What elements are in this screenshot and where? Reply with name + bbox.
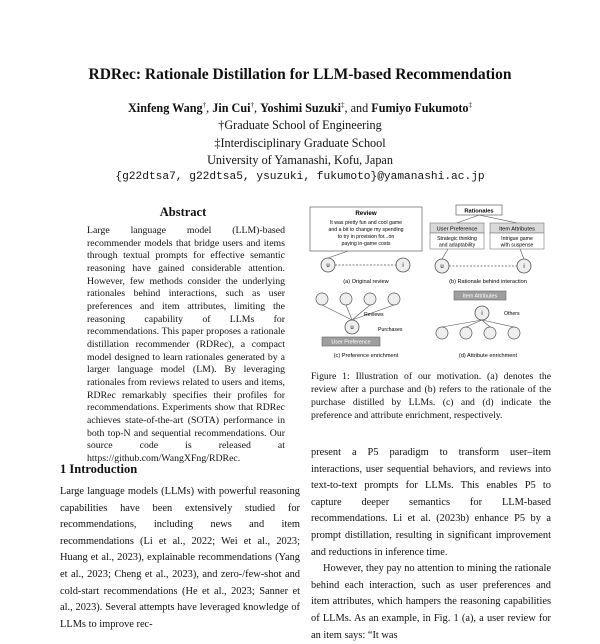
subcaption-b: (b) Rationale behind interaction — [449, 279, 527, 285]
user-node — [436, 327, 448, 339]
introduction-text: Large language models (LLMs) with powerful reasoning capabilities have been extensively studied for recommendations, including news and item recommendations (Li et al., 2022; Wei et al., 2023; Huang et al., 2023), explainable recommendations (Yang et al., 2023; Cheng et al., 2023), and zero-/few-shot and cold-start recommendations (He et al., 2023; Sanner et al., 2023). Several attempts have leveraged knowledge of LLMs to improve rec- — [60, 486, 300, 630]
item-node — [364, 293, 376, 305]
subcaption-a: (a) Original review — [343, 279, 389, 285]
subcaption-d: (d) Attribute enrichment — [458, 353, 518, 359]
review-line: paying in-game costs — [341, 241, 391, 247]
author-mark: † — [202, 101, 207, 109]
edge — [442, 320, 482, 327]
review-label: Review — [355, 210, 377, 217]
attribute-label: Item Attributes — [499, 226, 535, 233]
item-node-label: i — [523, 264, 525, 270]
attribute-line: with suspense — [500, 242, 534, 249]
purchases-word: Purchases — [378, 327, 403, 333]
item-attributes-label: Item Attributes — [462, 293, 498, 300]
user-node — [460, 327, 472, 339]
author-mark: ‡ — [468, 101, 472, 109]
item-node-label: i — [402, 263, 404, 269]
figure-1-caption: Figure 1: Illustration of our motivation. (a) denotes the review after a purchase and (b) refers to the rationale of the purchase distilled by LLMs. (c) and (d) indicate the preference and attribute enrichment, respectively. — [311, 371, 551, 421]
affiliation-3: University of Yamanashi, Kofu, Japan — [207, 152, 393, 167]
user-node-label: u — [350, 325, 354, 331]
preference-line: and adaptability — [438, 242, 476, 249]
author-mark: † — [250, 101, 254, 109]
paper-title: RDRec: Rationale Distillation for LLM-based Recommendation — [88, 66, 512, 83]
preference-line: Strategic thinking — [437, 236, 477, 242]
affiliation-1: †Graduate School of Engineering — [218, 118, 382, 133]
edge — [322, 305, 352, 320]
affiliation-2: ‡Interdisciplinary Graduate School — [214, 135, 386, 150]
user-node-label: u — [440, 264, 444, 270]
others-word: Others — [504, 311, 520, 317]
author-name: Jin Cui — [212, 101, 251, 116]
edge — [482, 320, 514, 327]
review-line: It was pretty fun and cool game — [329, 220, 403, 226]
rationale-edge — [457, 215, 479, 223]
preference-enrichment-graph — [316, 293, 403, 359]
author-block — [0, 97, 600, 187]
review-line: and a bit to change my spending — [328, 227, 404, 233]
reviews-word: Reviews — [364, 312, 384, 318]
review-line: to try in provision for...on — [337, 234, 395, 240]
user-node — [508, 327, 520, 339]
review-edge — [328, 251, 348, 258]
abstract-text: Large language model (LLM)-based recommender models that bridge users and items through textual prompts for effective semantic reasoning have gained considerable attention. However, few methods consider the underlying rationales behind interactions, such as user preferences and item attributes, limiting the reasoning capability of LLMs for recommendations. This paper proposes a rationale distillation recommender (RDRec), a compact model designed to learn rationales generated by a larger language model (LM). By leveraging rationales from reviews related to users and items, RDRec remarkably specifies their profiles for recommendations. Experiments show that RDRec achieves state-of-the-art (SOTA) performance in both top-N and sequential recommendations. Our source code is released at https://github.com/WangXFng/RDRec. — [87, 225, 285, 464]
item-node-label: i — [481, 311, 483, 317]
paragraph: present a P5 paradigm to transform user–item interactions, user sequential behaviors, and reviews into text-to-text prompts for LLMs. This enables P5 to capture deeper semantics for LLM-based recommendations. Li et al. (2023b) enhance P5 by a prompt distillation, resulting in significant improvement and reductions in inference time. — [311, 447, 551, 558]
author-name: Yoshimi Suzuki — [260, 101, 342, 116]
author-names: Xinfeng Wang†, Jin Cui†, Yoshimi Suzuki‡, and Fumiyo Fukumoto‡ — [128, 101, 472, 116]
abstract-heading: Abstract — [159, 205, 207, 219]
preference-edge — [442, 249, 448, 259]
right-column-text — [311, 445, 551, 644]
item-node — [388, 293, 400, 305]
figure-1-diagram — [308, 203, 552, 363]
rationale-label: Rationales — [464, 208, 494, 215]
item-node — [340, 293, 352, 305]
attribute-enrichment-graph — [436, 291, 520, 359]
author-mark: ‡ — [341, 101, 345, 109]
rationale-edge — [479, 215, 517, 223]
user-preference-label: User Preference — [331, 339, 371, 346]
author-and: and — [350, 101, 369, 116]
paragraph: However, they pay no attention to mining the rationale behind each interaction, such as user preferences and item attributes, which hampers the reasoning capabilities of LLMs. As an example, in Fig. 1 (a), a user review for an item says: “It was — [311, 563, 551, 641]
section-heading-introduction: 1 Introduction — [60, 462, 138, 476]
author-name: Fumiyo Fukumoto — [371, 101, 469, 116]
author-name: Xinfeng Wang — [128, 101, 203, 116]
user-node-label: u — [326, 263, 330, 269]
item-node — [316, 293, 328, 305]
user-node — [484, 327, 496, 339]
attribute-edge — [520, 249, 524, 259]
edge — [466, 320, 482, 327]
subcaption-c: (c) Preference enrichment — [333, 353, 399, 359]
preference-label: User Preference — [436, 226, 478, 233]
author-emails: {g22dtsa7, g22dtsa5, ysuzuki, fukumoto}@yamanashi.ac.jp — [115, 171, 485, 184]
attribute-line: Intrigue game — [501, 236, 533, 242]
